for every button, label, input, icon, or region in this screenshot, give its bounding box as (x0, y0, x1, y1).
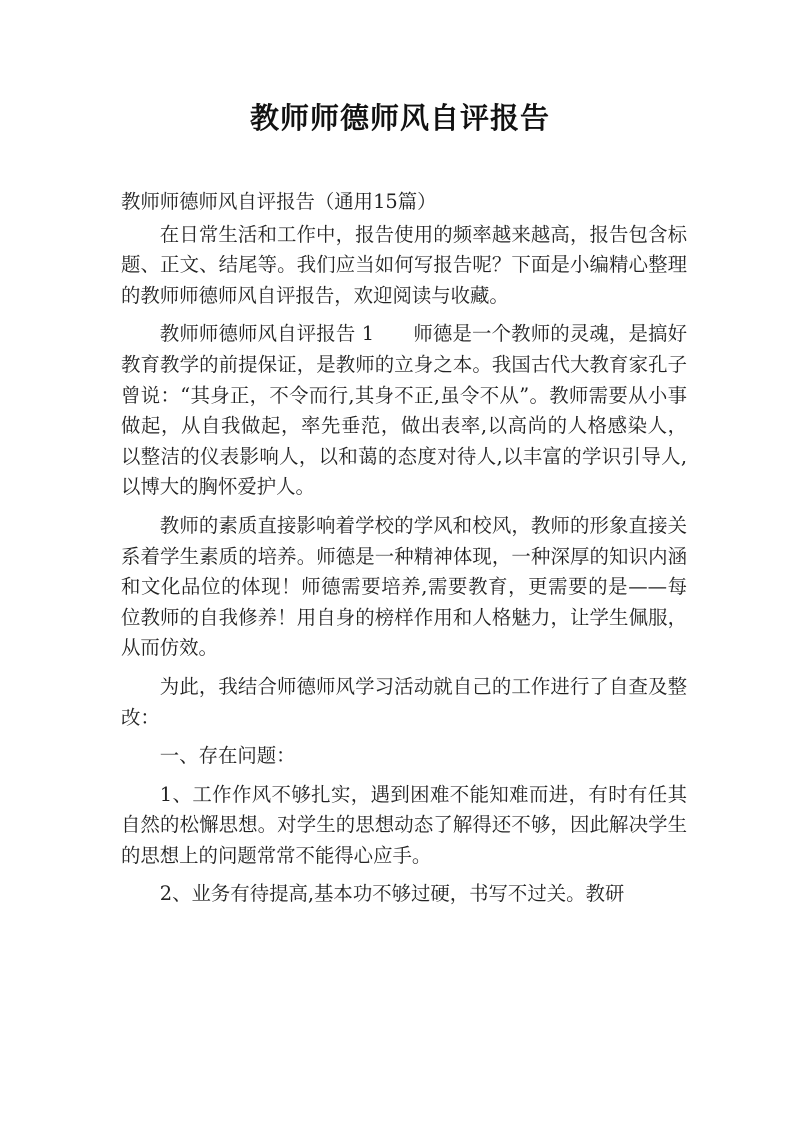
document-subtitle: 教师师德师风自评报告（通用15篇） (121, 190, 437, 213)
paragraph-teacher-quality: 教师的素质直接影响着学校的学风和校风，教师的形象直接关系着学生素质的培养。师德是一种精神体现，一种深厚的知识内涵和文化品位的体现！师德需要培养,需要教育，更需要的是——每位教师的自我修养！用自身的榜样作用和人格魅力，让学生佩服，从而仿效。 (121, 513, 687, 660)
document-body (121, 187, 687, 918)
paragraph-self-check: 为此，我结合师德师风学习活动就自己的工作进行了自查及整改： (121, 674, 687, 729)
paragraph-heading-problems: 一、存在问题： (159, 744, 296, 768)
paragraph-problem-1: 1、工作作风不够扎实，遇到困难不能知难而进，有时有任其自然的松懈思想。对学生的思想动态了解得还不够，因此解决学生的思想上的问题常常不能得心应手。 (121, 782, 687, 867)
paragraph-report-1: 教师师德师风自评报告 1 师德是一个教师的灵魂，是搞好教育教学的前提保证，是教师的立身之本。我国古代大教育家孔子曾说：“其身正，不令而行,其身不正,虽令不从”。教师需要从小事做起，从自我做起，率先垂范，做出表率,以高尚的人格感染人，以整洁的仪表影响人，以和蔼的态度对待人,以丰富的学识引导人,以博大的胸怀爱护人。 (121, 322, 687, 499)
paragraph-problem-2: 2、业务有待提高,基本功不够过硬，书写不过关。教研 (159, 882, 625, 906)
paragraph-intro: 在日常生活和工作中，报告使用的频率越来越高，报告包含标题、正文、结尾等。我们应当如何写报告呢？下面是小编精心整理的教师师德师风自评报告，欢迎阅读与收藏。 (121, 222, 687, 307)
document-title: 教师师德师风自评报告 (249, 101, 550, 135)
